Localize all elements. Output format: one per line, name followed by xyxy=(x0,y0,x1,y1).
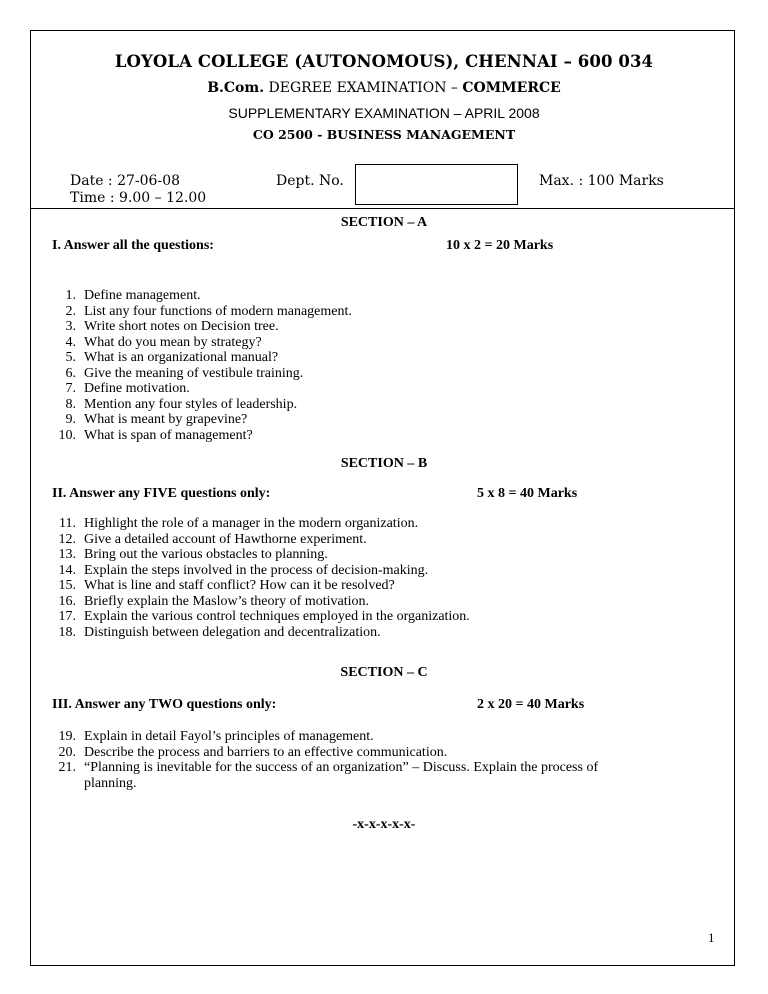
question-text-continuation: planning. xyxy=(84,775,137,791)
question-text: Bring out the various obstacles to planning. xyxy=(84,547,328,562)
question-number: 18. xyxy=(58,624,76,640)
section-c-questions xyxy=(52,729,598,791)
question-number: 16. xyxy=(58,593,76,609)
question-item xyxy=(52,304,352,320)
degree-exam-label: DEGREE EXAMINATION – xyxy=(264,80,463,96)
section-b-title: SECTION – B xyxy=(340,456,428,471)
section-a-title: SECTION – A xyxy=(340,215,428,230)
question-number: 8. xyxy=(65,396,76,412)
question-text: What is span of management? xyxy=(84,427,253,443)
question-number: 14. xyxy=(58,562,76,578)
question-item xyxy=(52,625,470,641)
section-c-title: SECTION – C xyxy=(340,665,428,680)
question-text: Distinguish between delegation and decentralization. xyxy=(84,624,381,640)
question-text: Write short notes on Decision tree. xyxy=(84,319,279,334)
question-text: What is meant by grapevine? xyxy=(84,412,248,427)
max-marks: Max. : 100 Marks xyxy=(539,173,664,189)
question-item xyxy=(52,729,598,745)
question-number: 6. xyxy=(65,365,76,381)
question-text: Briefly explain the Maslow’s theory of motivation. xyxy=(84,593,370,609)
header-rule xyxy=(30,208,735,209)
question-item xyxy=(52,532,470,548)
question-number: 12. xyxy=(58,531,76,547)
question-item xyxy=(52,381,352,397)
question-text: What is line and staff conflict? How can it be resolved? xyxy=(84,578,395,593)
question-number: 7. xyxy=(65,381,76,396)
question-text: List any four functions of modern management. xyxy=(84,303,352,319)
question-item xyxy=(52,594,470,610)
question-text: Explain the various control techniques employed in the organization. xyxy=(84,609,470,624)
section-a-questions xyxy=(52,288,352,443)
section-b-questions xyxy=(52,516,470,640)
question-text: Highlight the role of a manager in the modern organization. xyxy=(84,516,419,531)
degree-line xyxy=(0,80,768,96)
question-item xyxy=(52,578,470,594)
section-a-instruction: I. Answer all the questions: xyxy=(52,238,214,253)
question-number: 21. xyxy=(58,760,76,775)
question-text: Give a detailed account of Hawthorne experiment. xyxy=(84,531,367,547)
question-number: 1. xyxy=(65,288,76,303)
question-number: 4. xyxy=(65,334,76,350)
section-b-marks: 5 x 8 = 40 Marks xyxy=(477,486,578,501)
college-title: LOYOLA COLLEGE (AUTONOMOUS), CHENNAI – 600 034 xyxy=(114,52,654,71)
question-number: 13. xyxy=(58,547,76,562)
exam-date: Date : 27-06-08 xyxy=(70,173,181,189)
section-c-marks: 2 x 20 = 40 Marks xyxy=(477,697,585,712)
question-item xyxy=(52,397,352,413)
question-item xyxy=(52,319,352,335)
page-number: 1 xyxy=(708,930,715,945)
question-text: Mention any four styles of leadership. xyxy=(84,396,298,412)
section-b-instruction: II. Answer any FIVE questions only: xyxy=(52,486,271,501)
question-text: “Planning is inevitable for the success of an organization” – Discuss. Explain the process of xyxy=(84,760,599,775)
question-item xyxy=(52,350,352,366)
question-number: 17. xyxy=(58,609,76,624)
question-number: 5. xyxy=(65,350,76,365)
question-text: Define motivation. xyxy=(84,381,190,396)
question-item xyxy=(52,547,470,563)
question-text: What do you mean by strategy? xyxy=(84,334,262,350)
supplementary-exam-line: SUPPLEMENTARY EXAMINATION – APRIL 2008 xyxy=(228,105,540,121)
question-number: 15. xyxy=(58,578,76,593)
question-item xyxy=(52,428,352,444)
question-number: 11. xyxy=(59,516,76,531)
question-item xyxy=(52,412,352,428)
section-a-marks: 10 x 2 = 20 Marks xyxy=(446,238,554,253)
course-title: CO 2500 - BUSINESS MANAGEMENT xyxy=(252,127,516,142)
question-item xyxy=(52,563,470,579)
question-item xyxy=(52,366,352,382)
question-text: Explain the steps involved in the process of decision-making. xyxy=(84,562,429,578)
question-text: What is an organizational manual? xyxy=(84,350,279,365)
section-c-instruction: III. Answer any TWO questions only: xyxy=(52,697,277,712)
question-item xyxy=(52,609,470,625)
dept-no-label: Dept. No. xyxy=(276,173,344,189)
question-item xyxy=(52,335,352,351)
question-number: 9. xyxy=(65,412,76,427)
question-number: 3. xyxy=(65,319,76,334)
end-of-paper-mark: -x-x-x-x-x- xyxy=(352,817,416,832)
question-item xyxy=(52,760,598,776)
question-number: 2. xyxy=(65,303,76,319)
degree-subject: COMMERCE xyxy=(462,80,561,96)
dept-no-box[interactable] xyxy=(355,164,518,205)
question-text: Describe the process and barriers to an effective communication. xyxy=(84,744,448,760)
question-text: Give the meaning of vestibule training. xyxy=(84,365,304,381)
question-text: Explain in detail Fayol’s principles of management. xyxy=(84,729,374,744)
question-item xyxy=(52,745,598,761)
question-number: 19. xyxy=(58,729,76,744)
question-text: Define management. xyxy=(84,288,201,303)
degree-name: B.Com. xyxy=(207,80,265,96)
question-number: 20. xyxy=(58,744,76,760)
question-number: 10. xyxy=(58,427,76,443)
question-item xyxy=(52,516,470,532)
question-item xyxy=(52,288,352,304)
exam-time: Time : 9.00 – 12.00 xyxy=(70,190,207,206)
